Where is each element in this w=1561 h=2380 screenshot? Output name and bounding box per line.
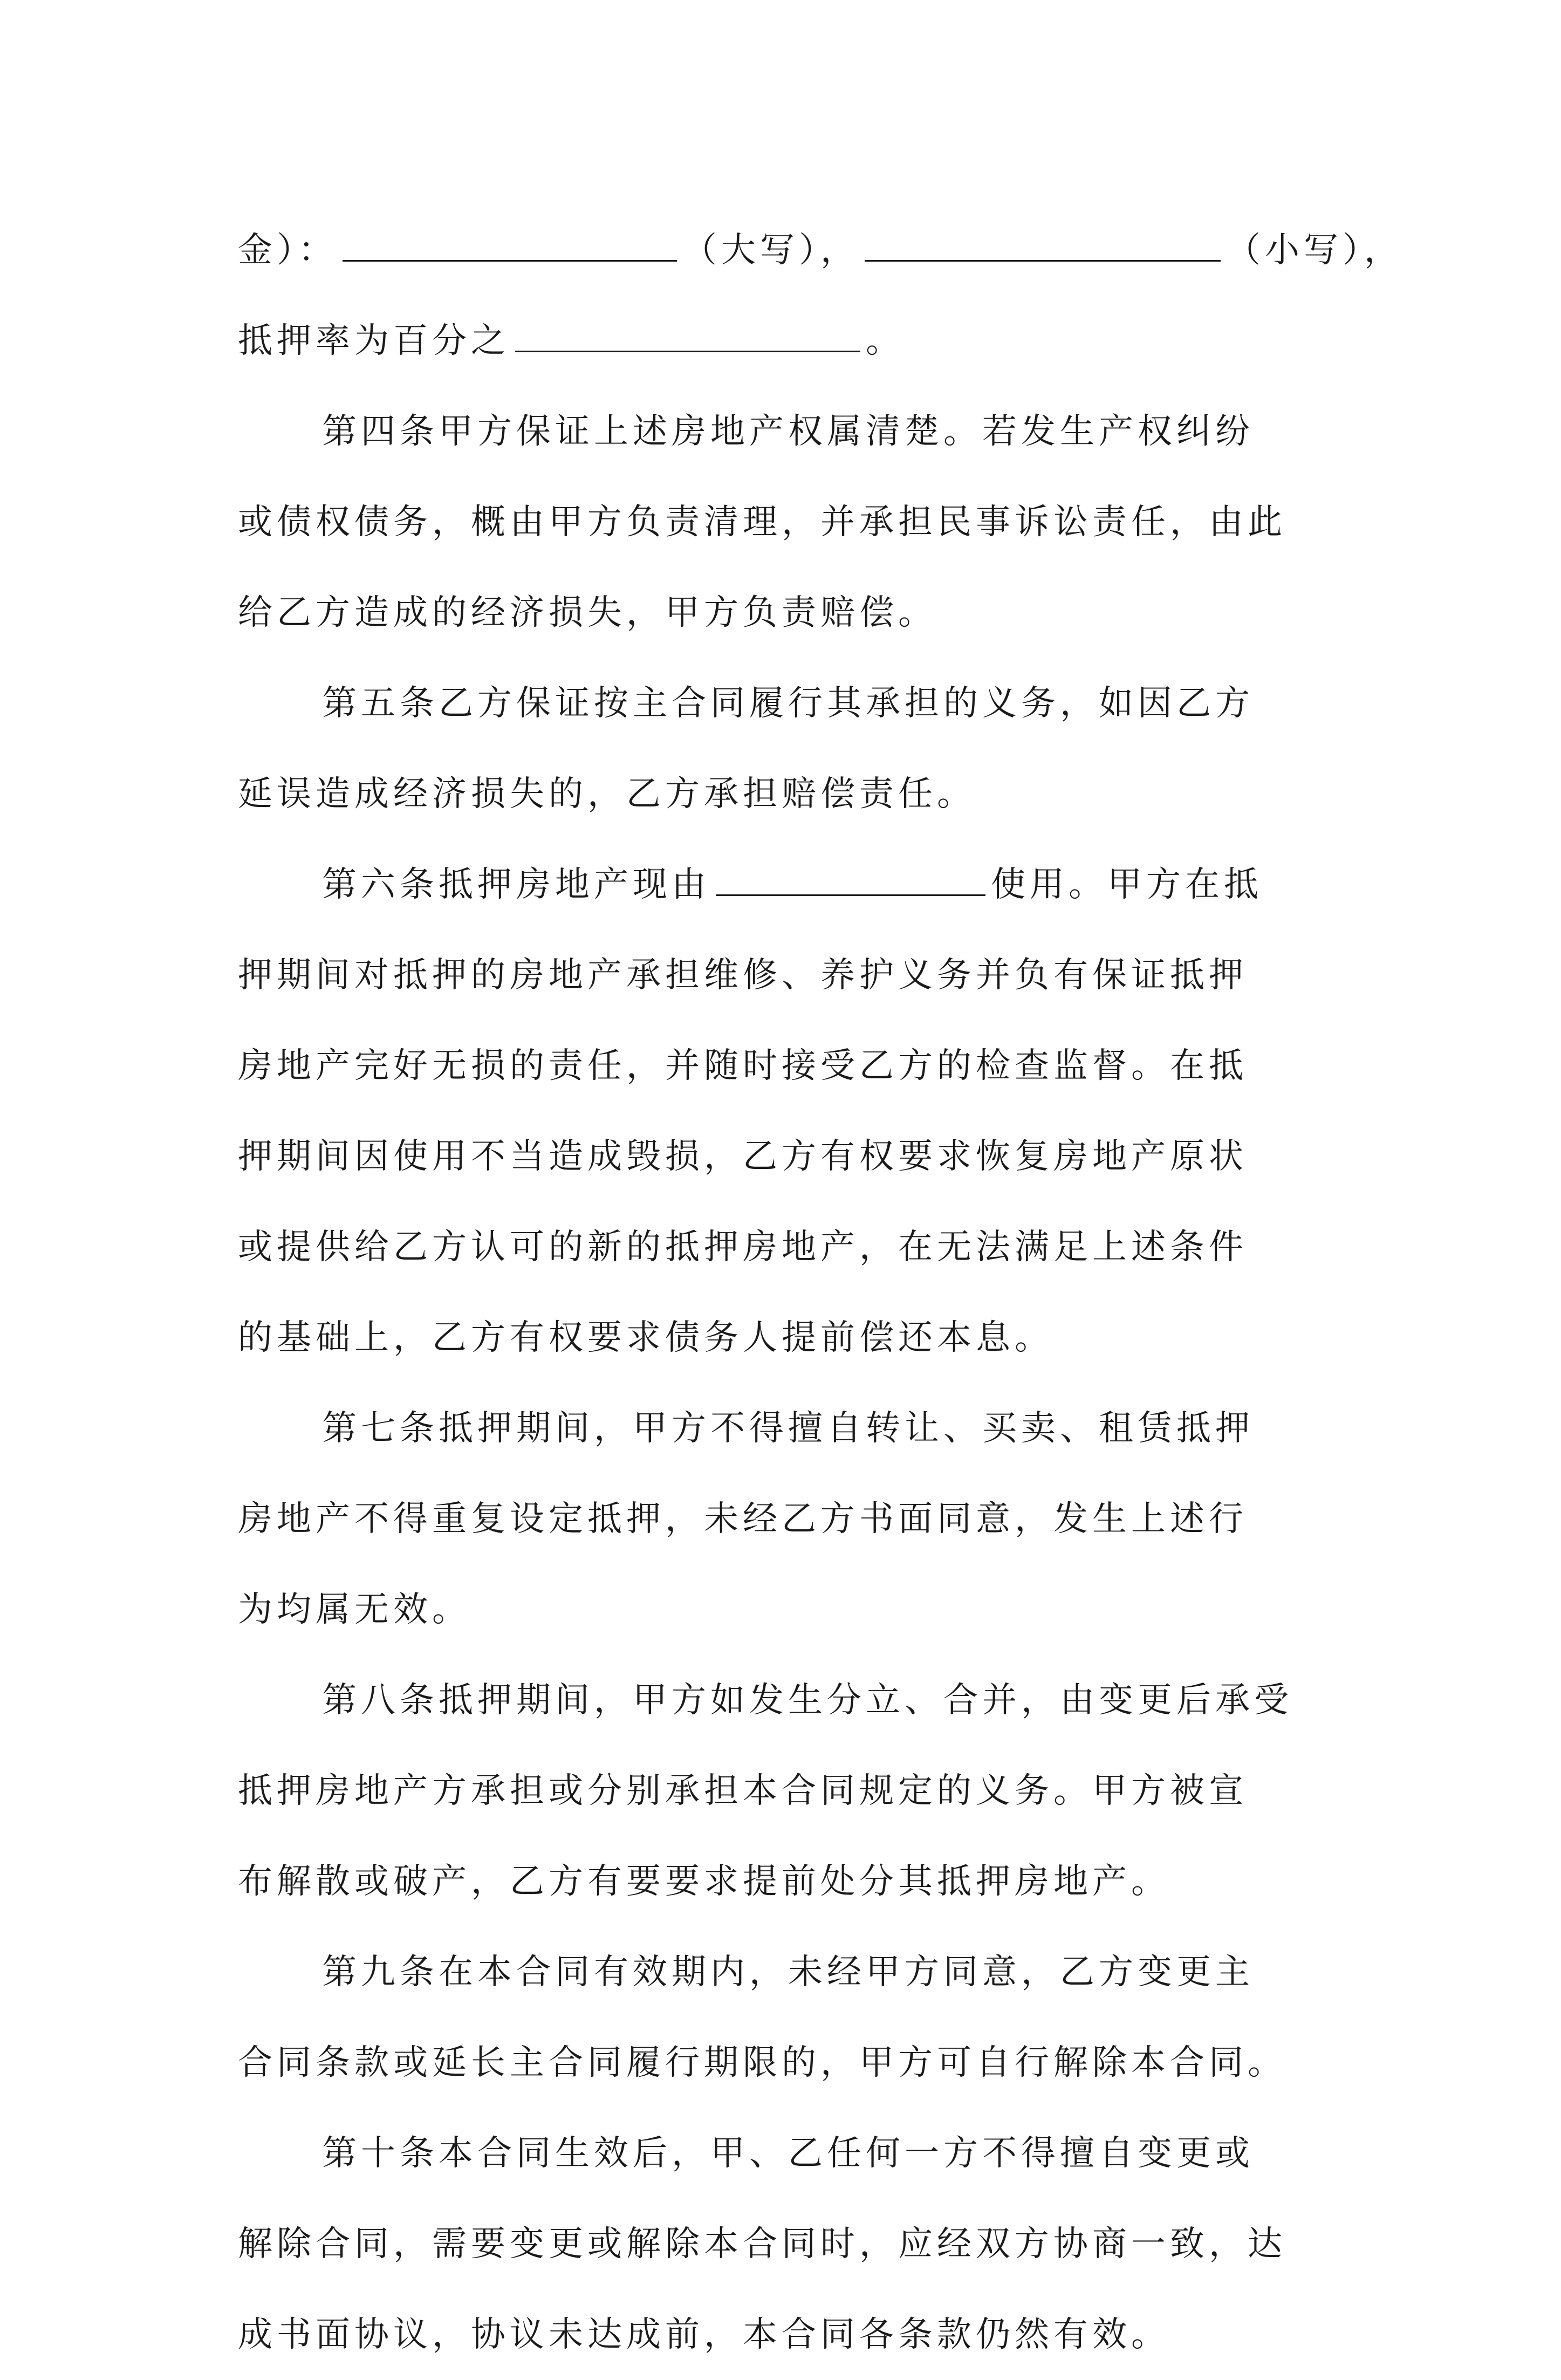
article-9-line: 合同条款或延长主合同履行期限的，甲方可自行解除本合同。: [238, 2043, 1286, 2083]
article-4-line: 给乙方造成的经济损失，甲方负责赔偿。: [238, 593, 937, 633]
article-5-line: 第五条乙方保证按主合同履行其承担的义务，如因乙方: [322, 683, 1254, 723]
article-6-suffix: 使用。甲方在抵: [991, 865, 1263, 905]
article-6-line: 或提供给乙方认可的新的抵押房地产，在无法满足上述条件: [238, 1227, 1248, 1267]
article-8-line: 第八条抵押期间，甲方如发生分立、合并，由变更后承受: [322, 1680, 1293, 1720]
article-6-line: 押期间对抵押的房地产承担维修、养护义务并负有保证抵押: [238, 955, 1248, 995]
article-7-line: 为均属无效。: [238, 1590, 471, 1630]
article-5-line: 延误造成经济损失的，乙方承担赔偿责任。: [238, 774, 976, 814]
amount-line: [238, 205, 1403, 296]
article-7-line: 房地产不得重复设定抵押，未经乙方书面同意，发生上述行: [238, 1499, 1248, 1539]
mortgage-rate-prefix: 抵押率为百分之: [238, 321, 510, 361]
amount-uppercase-label: （大写），: [682, 230, 859, 270]
amount-uppercase-blank[interactable]: [343, 230, 677, 262]
article-10-line: 第十条本合同生效后，甲、乙任何一方不得擅自变更或: [322, 2133, 1254, 2173]
article-10-line: 解除合同，需要变更或解除本合同时，应经双方协商一致，达: [238, 2224, 1286, 2264]
article-8-line: 布解散或破产，乙方有要要求提前处分其抵押房地产。: [238, 1862, 1170, 1902]
article-6-line: 押期间因使用不当造成毁损，乙方有权要求恢复房地产原状: [238, 1137, 1248, 1177]
article-9-line: 第九条在本合同有效期内，未经甲方同意，乙方变更主: [322, 1952, 1254, 1992]
mortgage-rate-suffix: 。: [866, 321, 905, 361]
article-6-prefix: 第六条抵押房地产现由: [322, 865, 710, 905]
document-page: [238, 205, 1403, 2380]
article-6-user-blank[interactable]: [716, 864, 985, 896]
amount-prefix: 金）：: [238, 230, 337, 270]
mortgage-rate-blank[interactable]: [515, 320, 860, 352]
article-4-line: 或债权债务，概由甲方负责清理，并承担民事诉讼责任，由此: [238, 502, 1286, 542]
article-8-line: 抵押房地产方承担或分别承担本合同规定的义务。甲方被宣: [238, 1771, 1248, 1811]
mortgage-rate-line: [238, 296, 1338, 386]
amount-lowercase-blank[interactable]: [865, 230, 1221, 262]
article-6-line: 房地产完好无损的责任，并随时接受乙方的检查监督。在抵: [238, 1046, 1248, 1086]
amount-lowercase-label: （小写），: [1226, 230, 1403, 270]
article-6-first-line: [238, 839, 1338, 930]
article-7-line: 第七条抵押期间，甲方不得擅自转让、买卖、租赁抵押: [322, 1408, 1254, 1448]
article-4-line: 第四条甲方保证上述房地产权属清楚。若发生产权纠纷: [322, 412, 1254, 452]
article-6-line: 的基础上，乙方有权要求债务人提前偿还本息。: [238, 1318, 1053, 1358]
article-10-line: 成书面协议，协议未达成前，本合同各条款仍然有效。: [238, 2315, 1170, 2355]
